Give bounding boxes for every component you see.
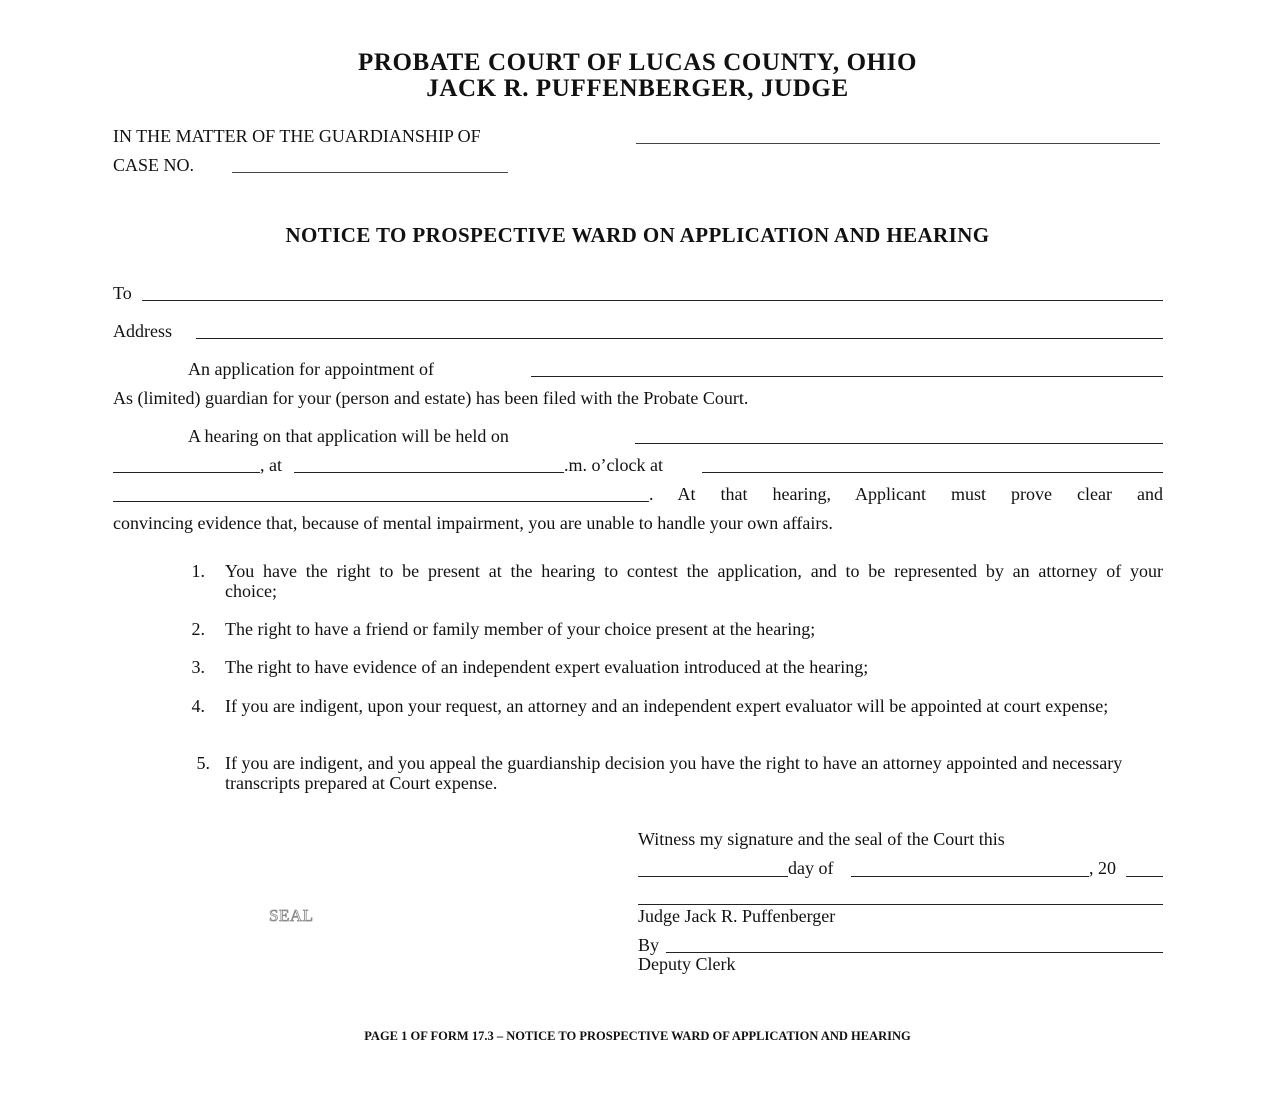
hearing-clock-text: .m. o’clock at: [564, 455, 663, 475]
right-number: 3.: [191, 657, 205, 677]
application-lead-text: An application for appointment of: [188, 359, 434, 379]
right-item-5: [180, 753, 1163, 793]
witness-text: Witness my signature and the seal of the Court this: [638, 829, 1005, 849]
day-of-text: day of: [788, 858, 834, 878]
court-title: PROBATE COURT OF LUCAS COUNTY, OHIO: [357, 49, 918, 76]
address-field[interactable]: [196, 338, 1163, 339]
guardianship-matter-label: IN THE MATTER OF THE GUARDIANSHIP OF: [113, 126, 481, 146]
to-field[interactable]: [142, 300, 1163, 301]
right-number: 5.: [196, 753, 210, 773]
witness-month-field[interactable]: [851, 876, 1089, 877]
address-label: Address: [113, 321, 172, 341]
right-text: If you are indigent, and you appeal the guardianship decision you have the right to have an attorney appointed and necessary transcripts prepared at Court expense.: [225, 753, 1123, 793]
deputy-clerk-label: Deputy Clerk: [638, 954, 736, 974]
judge-signature-line[interactable]: [638, 904, 1163, 905]
case-number-label: CASE NO.: [113, 155, 195, 175]
court-seal-mark: SEAL: [269, 906, 314, 925]
deputy-signature-field[interactable]: [666, 952, 1163, 953]
right-number: 2.: [191, 619, 205, 639]
page-footer: PAGE 1 OF FORM 17.3 – NOTICE TO PROSPECTIVE WARD OF APPLICATION AND HEARING: [364, 1029, 911, 1043]
right-text: You have the right to be present at the hearing to contest the application, and to be represented by an attorney of your choice;: [225, 561, 1163, 601]
right-item-4: [175, 696, 1163, 736]
right-text: The right to have evidence of an independent expert evaluation introduced at the hearing;: [225, 657, 869, 677]
witness-year-field[interactable]: [1126, 876, 1163, 877]
witness-day-field[interactable]: [638, 876, 788, 877]
hearing-at-text: , at: [260, 455, 282, 475]
application-rest-text: As (limited) guardian for your (person and estate) has been filed with the Probate Court.: [113, 388, 749, 408]
hearing-prove-text-1: . At that hearing, Applicant must prove clear and: [649, 484, 1163, 504]
hearing-year-field[interactable]: [113, 472, 260, 473]
case-number-blank[interactable]: [232, 172, 508, 173]
right-number: 4.: [191, 696, 205, 716]
by-label: By: [638, 935, 660, 955]
hearing-date-field[interactable]: [635, 443, 1163, 444]
hearing-prove-text-2: convincing evidence that, because of mental impairment, you are unable to handle your own affairs.: [113, 513, 833, 533]
appointee-name-field[interactable]: [531, 376, 1163, 377]
notice-title: NOTICE TO PROSPECTIVE WARD ON APPLICATION AND HEARING: [285, 223, 990, 247]
hearing-location-field[interactable]: [702, 472, 1163, 473]
hearing-time-field[interactable]: [294, 472, 564, 473]
judge-name: Judge Jack R. Puffenberger: [638, 906, 836, 926]
right-text: The right to have a friend or family member of your choice present at the hearing;: [225, 619, 816, 639]
to-label: To: [113, 283, 132, 303]
guardianship-matter-blank[interactable]: [636, 143, 1160, 144]
right-number: 1.: [191, 561, 205, 581]
right-text: If you are indigent, upon your request, an attorney and an independent expert evaluator will be appointed at court expense;: [225, 696, 1109, 716]
right-item-3: [175, 657, 1163, 677]
right-item-2: [175, 619, 1163, 639]
year-prefix-text: , 20: [1089, 858, 1116, 878]
right-item-1: [175, 561, 1163, 601]
hearing-location-field-2[interactable]: [113, 501, 649, 502]
hearing-lead-text: A hearing on that application will be held on: [188, 426, 509, 446]
judge-title: JACK R. PUFFENBERGER, JUDGE: [426, 75, 849, 102]
